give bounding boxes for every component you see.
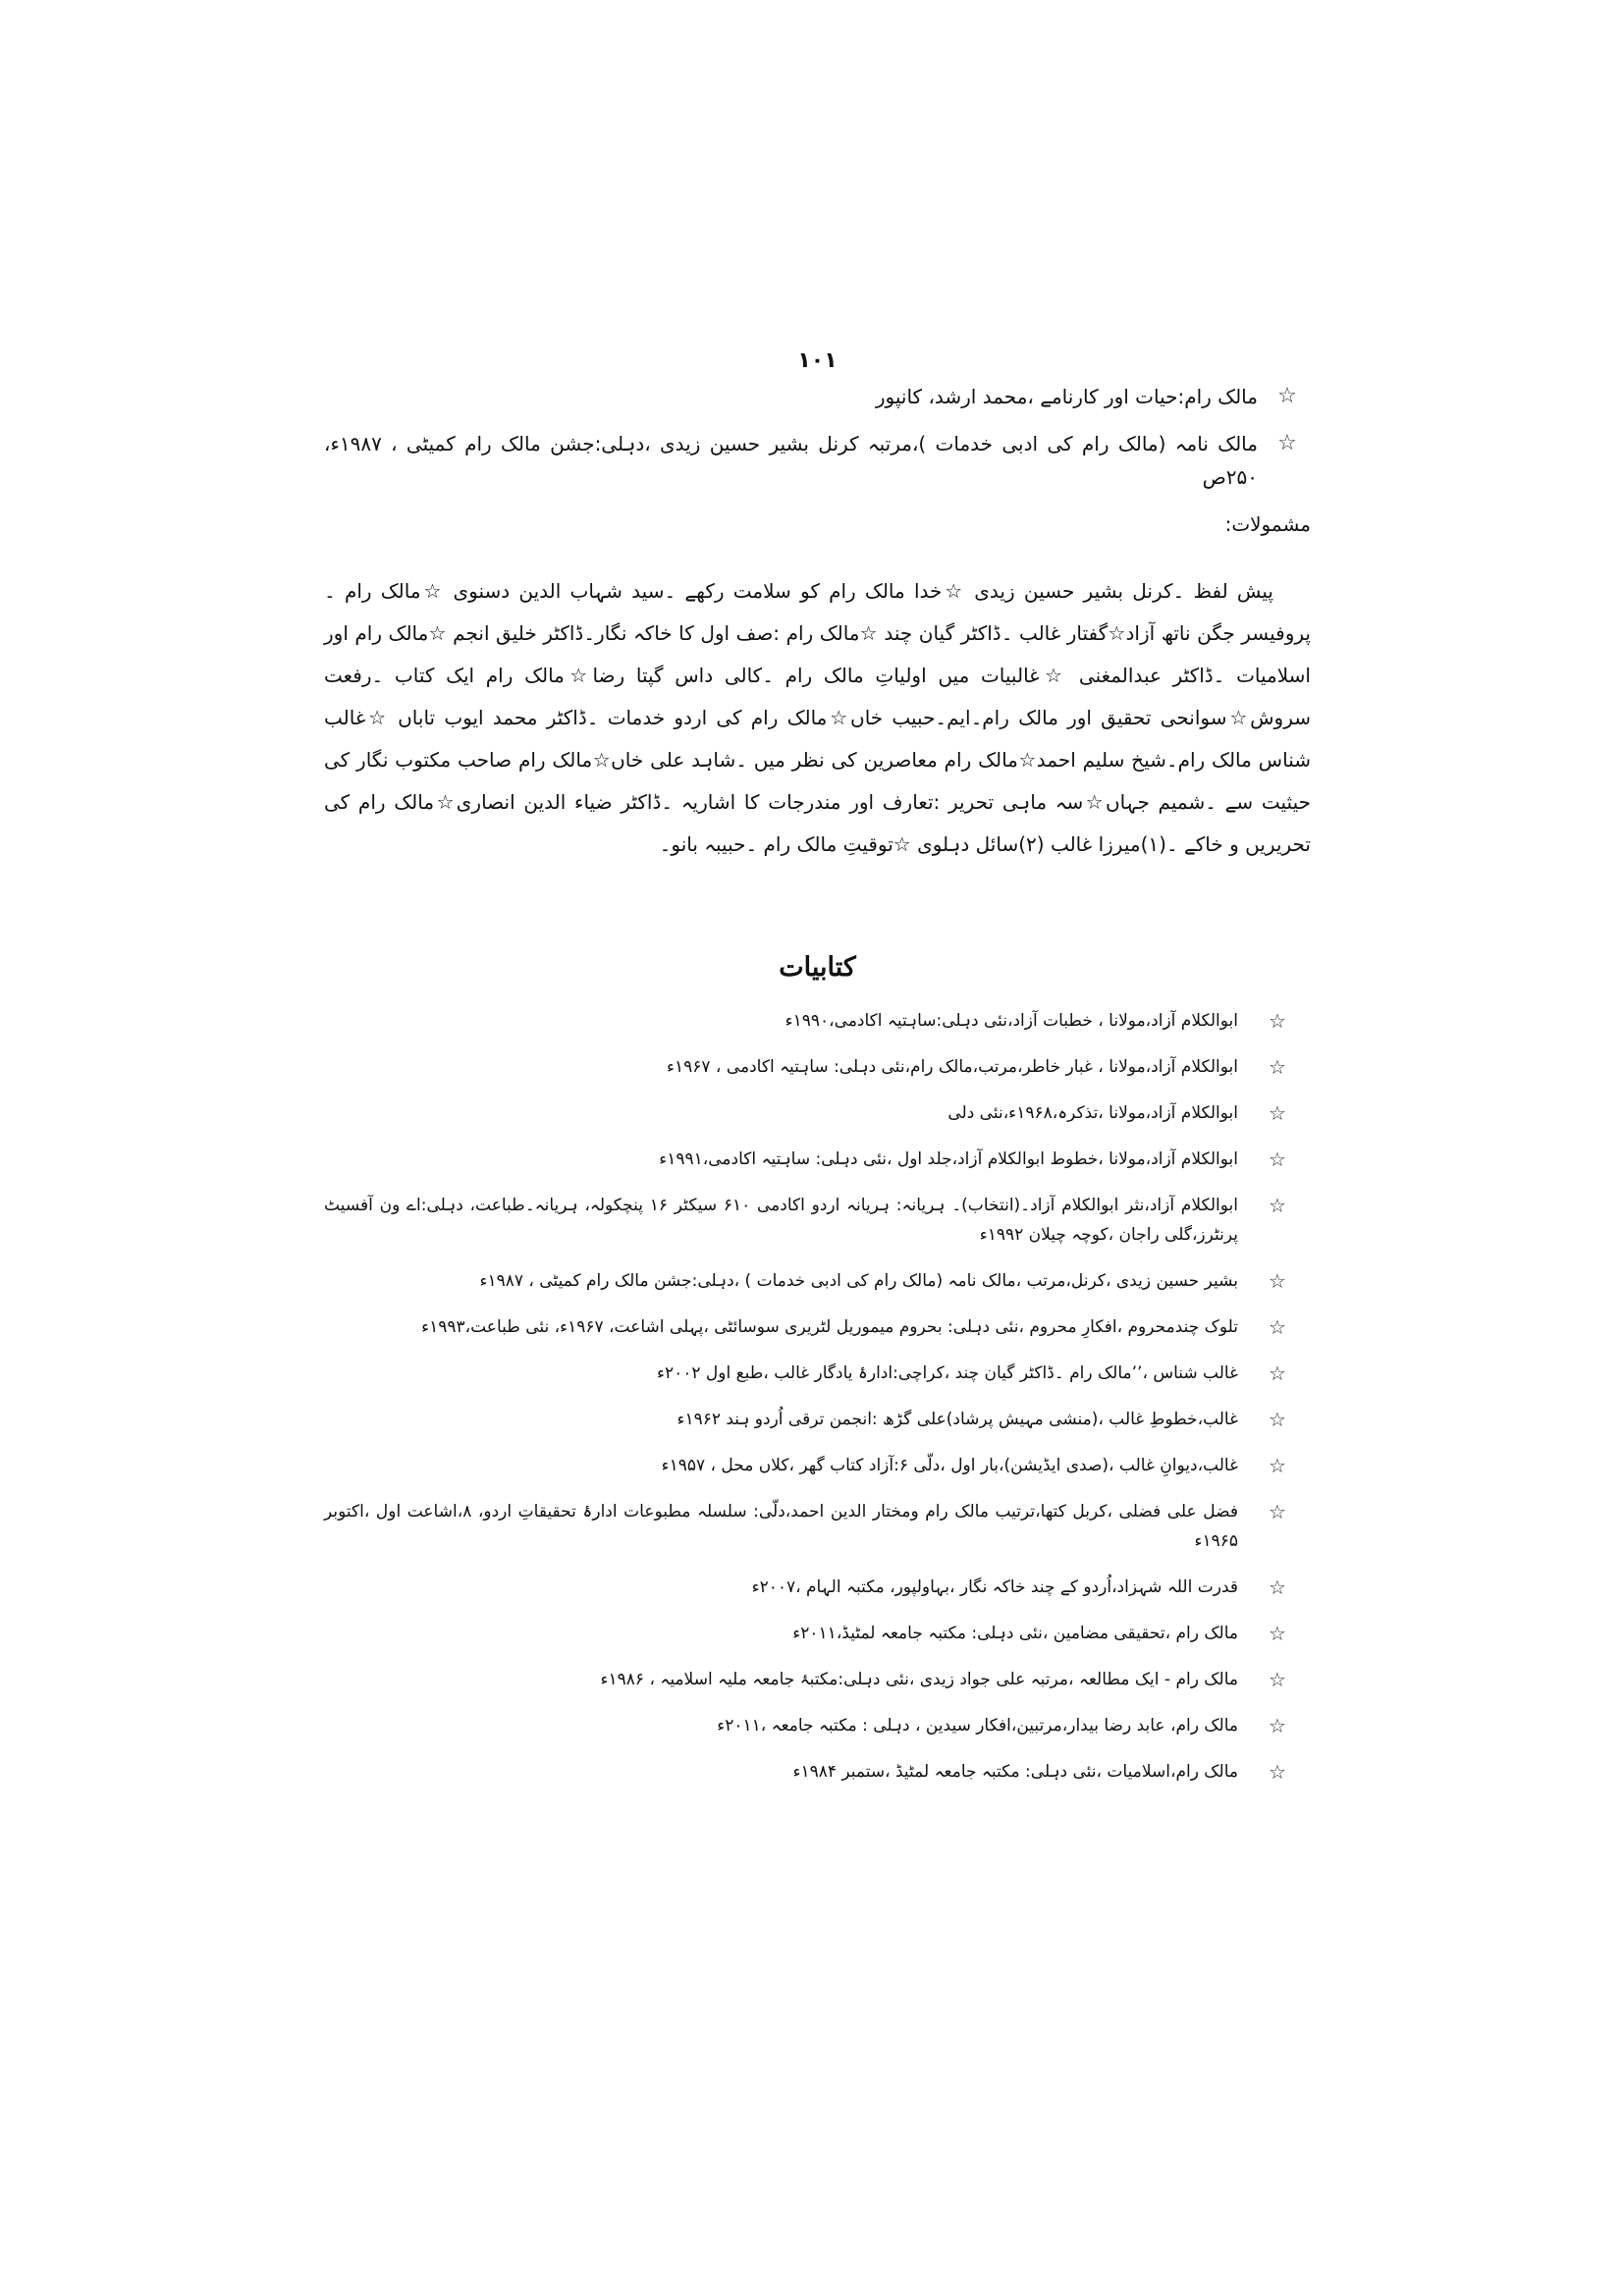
page-number: ۱۰۱	[797, 348, 838, 373]
bibliography-entry	[324, 1266, 1311, 1296]
bibliography-entry-text: فضل علی فضلی ،کربل کتھا،ترتیب مالک رام ومختار الدین احمد،دلّی: سلسلہ مطبوعات ادارۂ تحقیقاتِ اردو، ۸،اشاعت اول ،اکتوبر ۱۹۶۵ء	[324, 1502, 1238, 1551]
bibliography-entry	[324, 1573, 1311, 1602]
top-entry-text: مالک نامہ (مالک رام کی ادبی خدمات )،مرتبہ کرنل بشیر حسین زیدی ،دہلی:جشن مالک رام کمیٹی ، ۱۹۸۷ء، ۲۵۰ص	[324, 432, 1258, 489]
bibliography-entry	[324, 1665, 1311, 1694]
top-entries	[324, 380, 1311, 866]
bibliography-list	[324, 1006, 1311, 1803]
bibliography-entry-text: بشیر حسین زیدی ،کرنل،مرتب ،مالک نامہ (مالک رام کی ادبی خدمات ) ،دہلی:جشن مالک رام کمیٹی ، ۱۹۸۷ء	[479, 1271, 1238, 1291]
contents-paragraph: پیش لفظ ۔کرنل بشیر حسین زیدی ☆خدا مالک رام کو سلامت رکھے ۔سید شہاب الدین دسنوی ☆مالک رام ۔پروفیسر جگن ناتھ آزاد☆گفتار غالب ۔ڈاکٹر گیان چند ☆مالک رام :صف اول کا خاکہ نگار۔ڈاکٹر خلیق انجم ☆مالک رام اور اسلامیات ۔ڈاکٹر عبدالمغنی ☆غالبیات میں اولیاتِ مالک رام ۔کالی داس گپتا رضا☆مالک رام ایک کتاب ۔رفعت سروش☆سوانحی تحقیق اور مالک رام۔ایم۔حبیب خاں☆مالک رام کی اردو خدمات ۔ڈاکٹر محمد ایوب تاباں ☆غالب شناس مالک رام۔شیخ سلیم احمد☆مالک رام معاصرین کی نظر میں ۔شاہد علی خاں☆مالک رام صاحب مکتوب نگار کی حیثیت سے ۔شمیم جہاں☆سہ ماہی تحریر :تعارف اور مندرجات کا اشاریہ ۔ڈاکٹر ضیاء الدین انصاری☆مالک رام کی تحریریں و خاکے ۔(۱)میرزا غالب (۲)سائل دہلوی ☆توقیتِ مالک رام ۔حبیبہ بانو۔	[324, 579, 1311, 856]
star-bullet-icon: ☆	[1269, 1148, 1286, 1171]
bibliography-entry	[324, 1451, 1311, 1480]
bibliography-entry	[324, 1497, 1311, 1556]
contents-label: مشمولات:	[1224, 512, 1311, 536]
bibliography-entry-text: ابوالکلام آزاد،مولانا ،خطوط ابوالکلام آزاد،جلد اول ،نئی دہلی: ساہتیہ اکادمی،۱۹۹۱ء	[659, 1149, 1238, 1169]
star-bullet-icon: ☆	[1269, 1362, 1286, 1385]
bibliography-entry-text: مالک رام، عابد رضا بیدار،مرتبین،افکار سیدین ، دہلی : مکتبہ جامعہ ،۲۰۱۱ء	[717, 1716, 1238, 1735]
star-bullet-icon: ☆	[1269, 1668, 1286, 1691]
bibliography-entry-text: غالب،دیوانِ غالب ،(صدی ایڈیشن)،بار اول ،دلّی ۶:آزاد کتاب گھر ،کلاں محل ، ۱۹۵۷ء	[661, 1456, 1238, 1475]
bibliography-entry-text: تلوک چندمحروم ،افکارِ محروم ،نئی دہلی: بحروم میموریل لٹریری سوسائٹی ،پہلی اشاعت، ۱۹۶۷ء، نئی طباعت،۱۹۹۳ء	[421, 1317, 1238, 1337]
bibliography-entry	[324, 1711, 1311, 1740]
star-bullet-icon: ☆	[1269, 1055, 1286, 1079]
bibliography-heading: کتابیات	[779, 952, 856, 983]
bibliography-entry-text: غالب،خطوطِ غالب ،(منشی مہیش پرشاد)علی گڑھ :انجمن ترقی اُردو ہند ۱۹۶۲ء	[676, 1410, 1238, 1429]
star-bullet-icon: ☆	[1269, 1714, 1286, 1737]
top-entry-text: مالک رام:حیات اور کارنامے ،محمد ارشد، کانپور	[875, 385, 1258, 408]
bibliography-entry-text: ابوالکلام آزاد،مولانا ، خطبات آزاد،نئی دہلی:ساہتیہ اکادمی،۱۹۹۰ء	[784, 1011, 1238, 1031]
bibliography-entry-text: قدرت اللہ شہزاد،اُردو کے چند خاکہ نگار ،بہاولپور، مکتبہ الہام ،۲۰۰۷ء	[751, 1577, 1238, 1597]
bibliography-entry	[324, 1757, 1311, 1787]
bibliography-entry	[324, 1006, 1311, 1036]
star-bullet-icon: ☆	[1269, 1408, 1286, 1431]
star-bullet-icon: ☆	[1269, 1315, 1286, 1339]
star-bullet-icon: ☆	[1269, 1009, 1286, 1033]
star-bullet-icon: ☆	[1269, 1622, 1286, 1645]
bibliography-entry-text: مالک رام ،تحقیقی مضامین ،نئی دہلی: مکتبہ جامعہ لمٹیڈ،۲۰۱۱ء	[792, 1624, 1238, 1643]
bibliography-entry	[324, 1405, 1311, 1434]
bibliography-entry	[324, 1098, 1311, 1128]
bibliography-entry-text: ابوالکلام آزاد،مولانا ،تذکرہ،۱۹۶۸ء،نئی دلی	[947, 1103, 1238, 1123]
bibliography-entry-text: ابوالکلام آزاد،مولانا ، غبار خاطر،مرتب،مالک رام،نئی دہلی: ساہتیہ اکادمی ، ۱۹۶۷ء	[667, 1057, 1238, 1077]
star-bullet-icon: ☆	[1269, 1269, 1286, 1293]
bibliography-entry	[324, 1145, 1311, 1174]
star-bullet-icon: ☆	[1269, 1194, 1286, 1217]
top-entry	[324, 427, 1311, 494]
star-bullet-icon: ☆	[1269, 1454, 1286, 1477]
bibliography-entry-text: ابوالکلام آزاد،نثر ابوالکلام آزاد۔(انتخاب)۔ ہریانہ: ہریانہ اردو اکادمی ۶۱۰ سیکٹر ۱۶ پنچکولہ، ہریانہ۔طباعت، دہلی:اے ون آفسیٹ پرنٹرز،گلی راجان ،کوچہ چیلان ۱۹۹۲ء	[324, 1196, 1238, 1245]
bibliography-entry	[324, 1359, 1311, 1388]
bibliography-entry	[324, 1312, 1311, 1342]
bibliography-entry	[324, 1052, 1311, 1082]
bibliography-entry	[324, 1191, 1311, 1250]
bibliography-entry	[324, 1619, 1311, 1648]
bibliography-entry-text: مالک رام - ایک مطالعہ ،مرتبہ علی جواد زیدی ،نئی دہلی:مکتبۂ جامعہ ملیہ اسلامیہ ، ۱۹۸۶ء	[600, 1670, 1238, 1689]
star-bullet-icon: ☆	[1277, 384, 1297, 408]
top-entry	[324, 380, 1311, 413]
star-bullet-icon: ☆	[1277, 431, 1297, 455]
bibliography-entry-text: مالک رام،اسلامیات ،نئی دہلی: مکتبہ جامعہ لمٹیڈ ،ستمبر ۱۹۸۴ء	[792, 1762, 1238, 1782]
bibliography-entry-text: غالب شناس ،’’مالک رام ۔ڈاکٹر گیان چند ،کراچی:ادارۂ یادگار غالب ،طبع اول ۲۰۰۲ء	[656, 1363, 1238, 1383]
star-bullet-icon: ☆	[1269, 1101, 1286, 1125]
star-bullet-icon: ☆	[1269, 1760, 1286, 1784]
star-bullet-icon: ☆	[1269, 1575, 1286, 1599]
star-bullet-icon: ☆	[1269, 1500, 1286, 1523]
